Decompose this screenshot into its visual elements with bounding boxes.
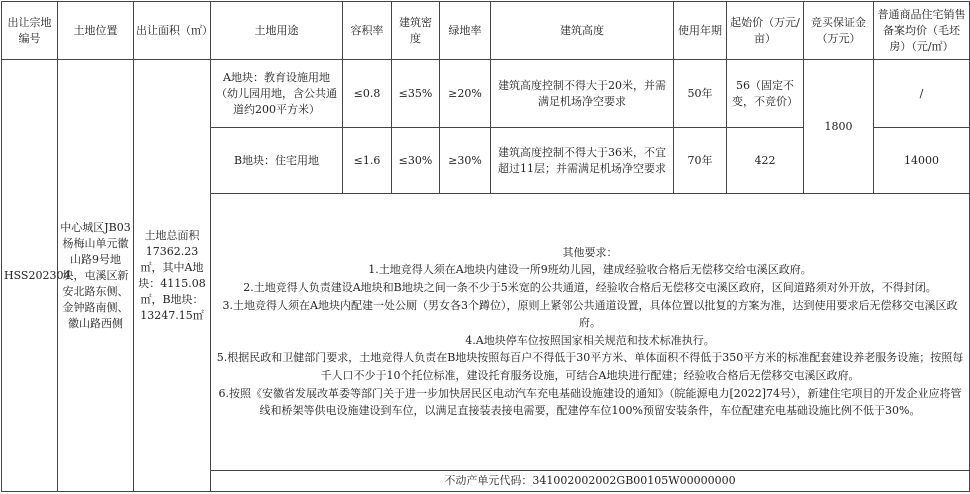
plot-row-a [2, 60, 970, 128]
parcel-code: HSS202304 [2, 60, 58, 492]
requirement-item: 3.土地竞得人须在A地块内配建一处公厕（男女各3个蹲位），原则上紧邻公共通道设置，具体位置以批复的方案为准，达到使用要求后无偿移交屯溪区政府。 [222, 298, 958, 330]
header-parcel-no: 出让宗地编号 [2, 2, 58, 60]
land-parcel-table [1, 1, 970, 492]
requirement-item: 5.根据民政和卫健部门要求，土地竞得人负责在B地块按照每百户不得低于30平方米、单体面积不得低于350平方米的标准配套建设养老服务设施；按照每千人口不少于10个托位标准，建设托育服务设施，可结合A地块进行配建；经验收合格后无偿移交屯溪区政府。 [216, 351, 964, 383]
requirement-item: 2.土地竞得人负责建设A地块和B地块之间一条不少于5米宽的公共通道，经验收合格后无偿移交屯溪区政府，区间道路须对外开放，不得封闭。 [243, 281, 937, 295]
plot-density: ≤30% [392, 128, 440, 194]
plot-height: 建筑高度控制不得大于20米，并需满足机场净空要求 [491, 60, 674, 128]
other-requirements [211, 194, 970, 471]
header-location: 土地位置 [58, 2, 134, 60]
requirement-item: 1.土地竞得人须在A地块内建设一所9班幼儿园，建成经验收合格后无偿移交给屯溪区政府。 [368, 263, 812, 277]
requirements-title: 其他要求： [562, 246, 618, 260]
plot-far: ≤1.6 [343, 128, 392, 194]
plot-density: ≤35% [392, 60, 440, 128]
header-term: 使用年期 [674, 2, 727, 60]
header-row [2, 2, 970, 60]
plot-term: 50年 [674, 60, 727, 128]
plot-height: 建筑高度控制不得大于36米，不宜超过11层；并需满足机场净空要求 [491, 128, 674, 194]
plot-price: 56（固定不变，不竞价） [727, 60, 804, 128]
header-density: 建筑密度 [392, 2, 440, 60]
plot-price: 422 [727, 128, 804, 194]
header-area: 出让面积（㎡） [134, 2, 211, 60]
plot-term: 70年 [674, 128, 727, 194]
requirement-item: 4.A地块停车位按照国家相关规范和技术标准执行。 [465, 333, 715, 347]
header-record-price: 普通商品住宅销售备案均价（毛坯房）（元/㎡） [874, 2, 970, 60]
header-use: 土地用途 [211, 2, 343, 60]
header-green: 绿地率 [440, 2, 491, 60]
plot-record-price: / [874, 60, 970, 128]
plot-use: B地块：住宅用地 [211, 128, 343, 194]
unit-code: 不动产单元代码：341002002002GB00105W00000000 [211, 470, 970, 491]
header-far: 容积率 [343, 2, 392, 60]
plot-far: ≤0.8 [343, 60, 392, 128]
plot-green: ≥30% [440, 128, 491, 194]
header-price: 起始价（万元/亩） [727, 2, 804, 60]
header-deposit: 竞买保证金（万元） [804, 2, 874, 60]
plot-use: A地块：教育设施用地（幼儿园用地，含公共通道约200平方米） [211, 60, 343, 128]
plot-record-price: 14000 [874, 128, 970, 194]
parcel-area: 土地总面积17362.23㎡，其中A地块：4115.08㎡，B地块：13247.15㎡ [134, 60, 211, 492]
plot-green: ≥20% [440, 60, 491, 128]
parcel-deposit: 1800 [804, 60, 874, 194]
header-height: 建筑高度 [491, 2, 674, 60]
requirement-item: 6.按照《安徽省发展改革委等部门关于进一步加快居民区电动汽车充电基础设施建设的通知》（皖能源电力[2022]74号），新建住宅项目的开发企业应将管线和桥架等供电设施建设到车位，以满足直接装表接电需要，配建停车位100%预留安装条件，车位配建充电基础设施比例不低于30%。 [218, 386, 962, 418]
parcel-location: 中心城区JB03杨梅山单元徽山路9号地块，屯溪区新安北路东侧、金钟路南侧、徽山路西侧 [58, 60, 134, 492]
